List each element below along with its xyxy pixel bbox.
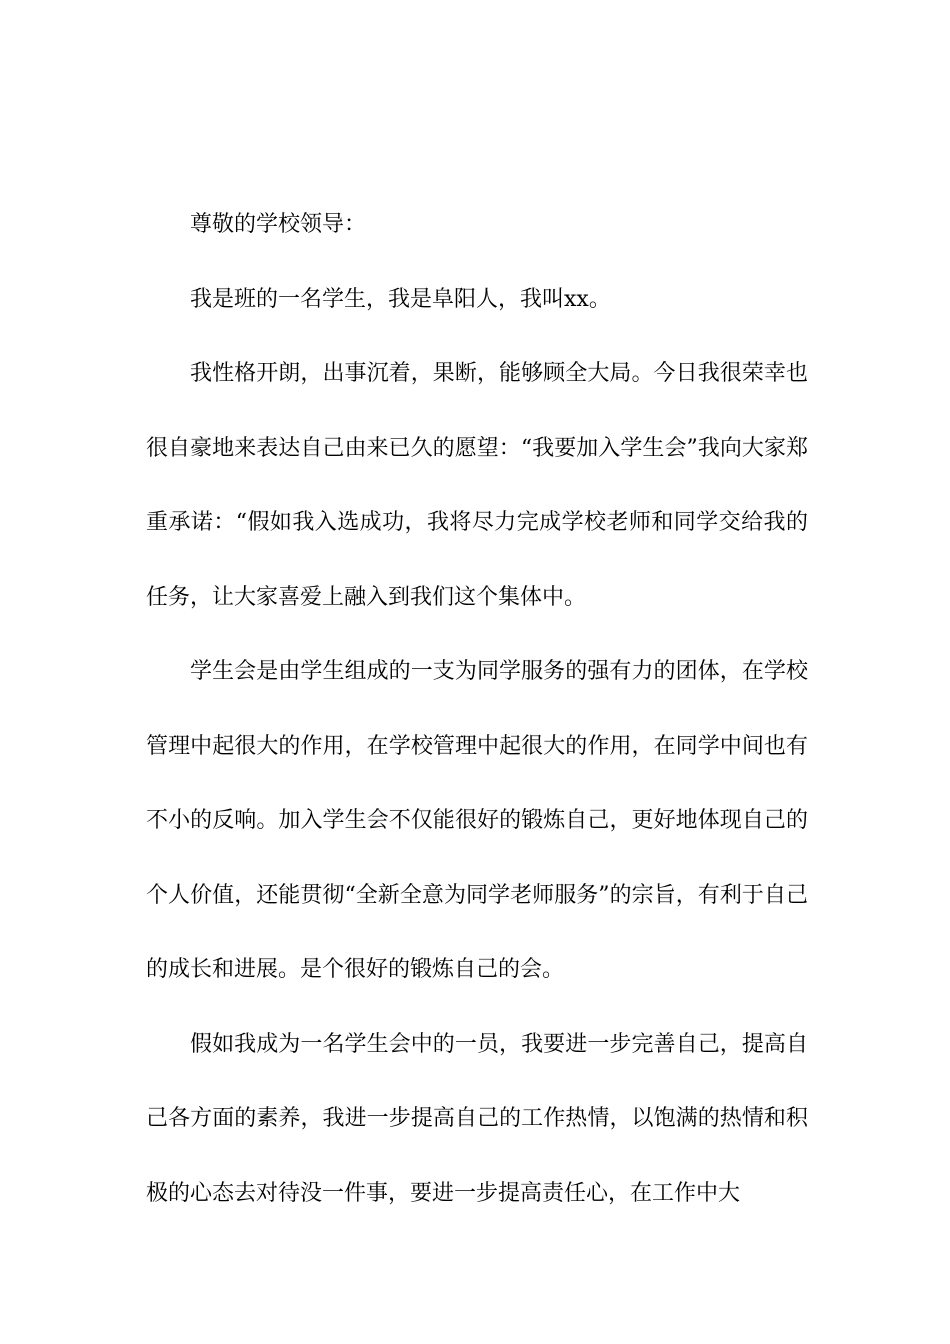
paragraph-intro: 我是班的一名学生，我是阜阳人，我叫xx。 [190, 286, 611, 312]
paragraph-personality: 我性格开朗，出事沉着，果断，能够顾全大局。今日我很荣幸也很自豪地来表达自己由来已久的愿望：“我要加入学生会”我向大家郑重承诺：“假如我入选成功，我将尽力完成学校老师和同学交给我的任务，让大家喜爱上融入到我们这个集体中。 [146, 361, 808, 610]
salutation: 尊敬的学校领导： [190, 212, 367, 237]
paragraph-student-union: 学生会是由学生组成的一支为同学服务的强有力的团体，在学校管理中起很大的作用，在学校管理中起很大的作用，在同学中间也有不小的反响。加入学生会不仅能很好的锻炼自己，更好地体现自己的个人价值，还能贯彻“全新全意为同学老师服务”的宗旨，有利于自己的成长和进展。是个很好的锻炼自己的会。 [146, 659, 808, 982]
document-page [146, 188, 808, 1231]
paragraph-commitment: 假如我成为一名学生会中的一员，我要进一步完善自己，提高自己各方面的素养，我进一步提高自己的工作热情，以饱满的热情和积极的心态去对待没一件事，要进一步提高责任心，在工作中大 [146, 1031, 808, 1206]
